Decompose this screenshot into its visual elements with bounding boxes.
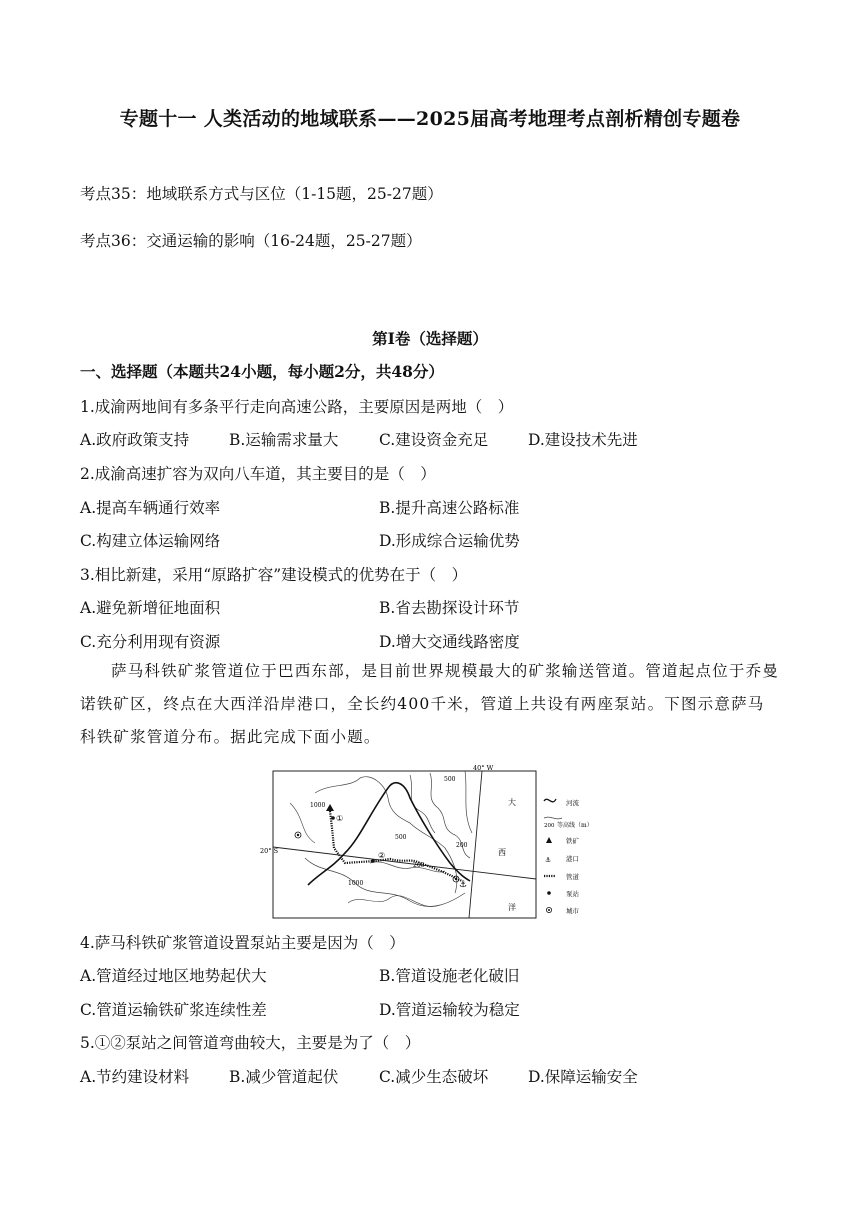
legend-contour-value: 200: [544, 823, 555, 829]
iron-mine-icon: [326, 804, 334, 811]
contour-label: 200: [456, 842, 468, 849]
q2-option-b: B.提升高速公路标准: [379, 499, 520, 517]
legend-port-label: 港口: [566, 855, 579, 863]
section-title: 第Ⅰ卷（选择题）: [372, 329, 488, 348]
q2-option-d: D.形成综合运输优势: [379, 532, 520, 550]
contour-label: 200: [413, 862, 425, 869]
pump-station-icon: [331, 816, 335, 820]
pipeline-line: [330, 811, 462, 881]
q3-option-b: B.省去勘探设计环节: [379, 599, 520, 617]
kaodian-35: 考点35：地域联系方式与区位（1-15题，25-27题）: [80, 185, 443, 203]
question-3-stem: 3.相比新建，采用“原路扩容”建设模式的优势在于（ ）: [80, 566, 468, 584]
q2-option-c: C.构建立体运输网络: [80, 532, 221, 550]
legend-city-label: 城市: [566, 907, 579, 915]
contour-label: 1000: [348, 880, 364, 887]
legend-iron-mine-label: 铁矿: [566, 837, 579, 845]
ocean-label-char: 大: [508, 798, 516, 807]
q3-option-a: A.避免新增征地面积: [80, 599, 221, 617]
legend-river-icon: [544, 799, 556, 802]
pump-station-icon: [371, 859, 375, 863]
question-1-stem: 1.成渝两地间有多条平行走向高速公路，主要原因是两地（ ）: [80, 398, 514, 416]
legend-contour-icon: [544, 817, 562, 819]
pipeline-map-figure: [260, 763, 600, 923]
ocean-label-char: 西: [498, 848, 506, 857]
map-legend: [544, 798, 593, 915]
pump-station-label: ②: [378, 851, 386, 860]
legend-river-label: 河流: [566, 799, 579, 807]
part-title: 一、选择题（本题共24小题，每小题2分，共48分）: [80, 362, 444, 381]
question-5-stem: 5.①②泵站之间管道弯曲较大，主要是为了（ ）: [80, 1034, 421, 1052]
pump-station-label: ①: [336, 814, 344, 823]
contour-label: 500: [395, 834, 407, 841]
contour-label: 500: [444, 776, 456, 783]
legend-iron-mine-icon: [546, 837, 552, 843]
q3-option-d: D.增大交通线路密度: [379, 633, 520, 651]
legend-port-icon: ⚓: [545, 856, 552, 864]
q4-option-a: A.管道经过地区地势起伏大: [80, 967, 267, 985]
q4-option-c: C.管道运输铁矿浆连续性差: [80, 1001, 267, 1019]
river-line: [308, 783, 470, 885]
q1-option-b: B.运输需求量大: [229, 431, 339, 449]
legend-contour-label: 等高线（m）: [557, 822, 593, 829]
q3-option-c: C.充分利用现有资源: [80, 633, 221, 651]
ocean-label-char: 洋: [508, 903, 516, 912]
document-title: 专题十一 人类活动的地域联系——2025届高考地理考点剖析精创专题卷: [119, 108, 741, 130]
q5-option-d: D.保障运输安全: [528, 1068, 638, 1086]
contour-label: 1000: [310, 802, 326, 809]
map-latitude-label: 20° S: [260, 847, 279, 855]
legend-pump-station-icon: [547, 891, 551, 895]
q5-option-a: A.节约建设材料: [80, 1068, 190, 1086]
legend-pipeline-label: 管道: [566, 873, 579, 881]
q1-option-d: D.建设技术先进: [528, 431, 638, 449]
map-longitude-label: 40° W: [473, 764, 494, 772]
reading-passage: 萨马科铁矿浆管道位于巴西东部，是目前世界规模最大的矿浆输送管道。管道起点位于乔曼诺铁矿区，终点在大西洋沿岸港口，全长约400千米，管道上共设有两座泵站。下图示意萨马科铁矿浆管道分布。据此完成下面小题。: [80, 662, 780, 746]
q1-option-c: C.建设资金充足: [379, 431, 489, 449]
question-4-stem: 4.萨马科铁矿浆管道设置泵站主要是因为（ ）: [80, 934, 405, 952]
q1-option-a: A.政府政策支持: [80, 431, 190, 449]
legend-pump-station-label: 泵站: [566, 890, 579, 898]
port-icon: ⚓: [459, 880, 468, 890]
question-2-stem: 2.成渝高速扩容为双向八车道，其主要目的是（ ）: [80, 465, 436, 483]
q2-option-a: A.提高车辆通行效率: [80, 499, 221, 517]
q4-option-b: B.管道设施老化破旧: [379, 967, 520, 985]
q4-option-d: D.管道运输较为稳定: [379, 1001, 520, 1019]
kaodian-36: 考点36：交通运输的影响（16-24题，25-27题）: [80, 232, 422, 250]
q5-option-c: C.减少生态破坏: [379, 1068, 489, 1086]
q5-option-b: B.减少管道起伏: [229, 1068, 339, 1086]
